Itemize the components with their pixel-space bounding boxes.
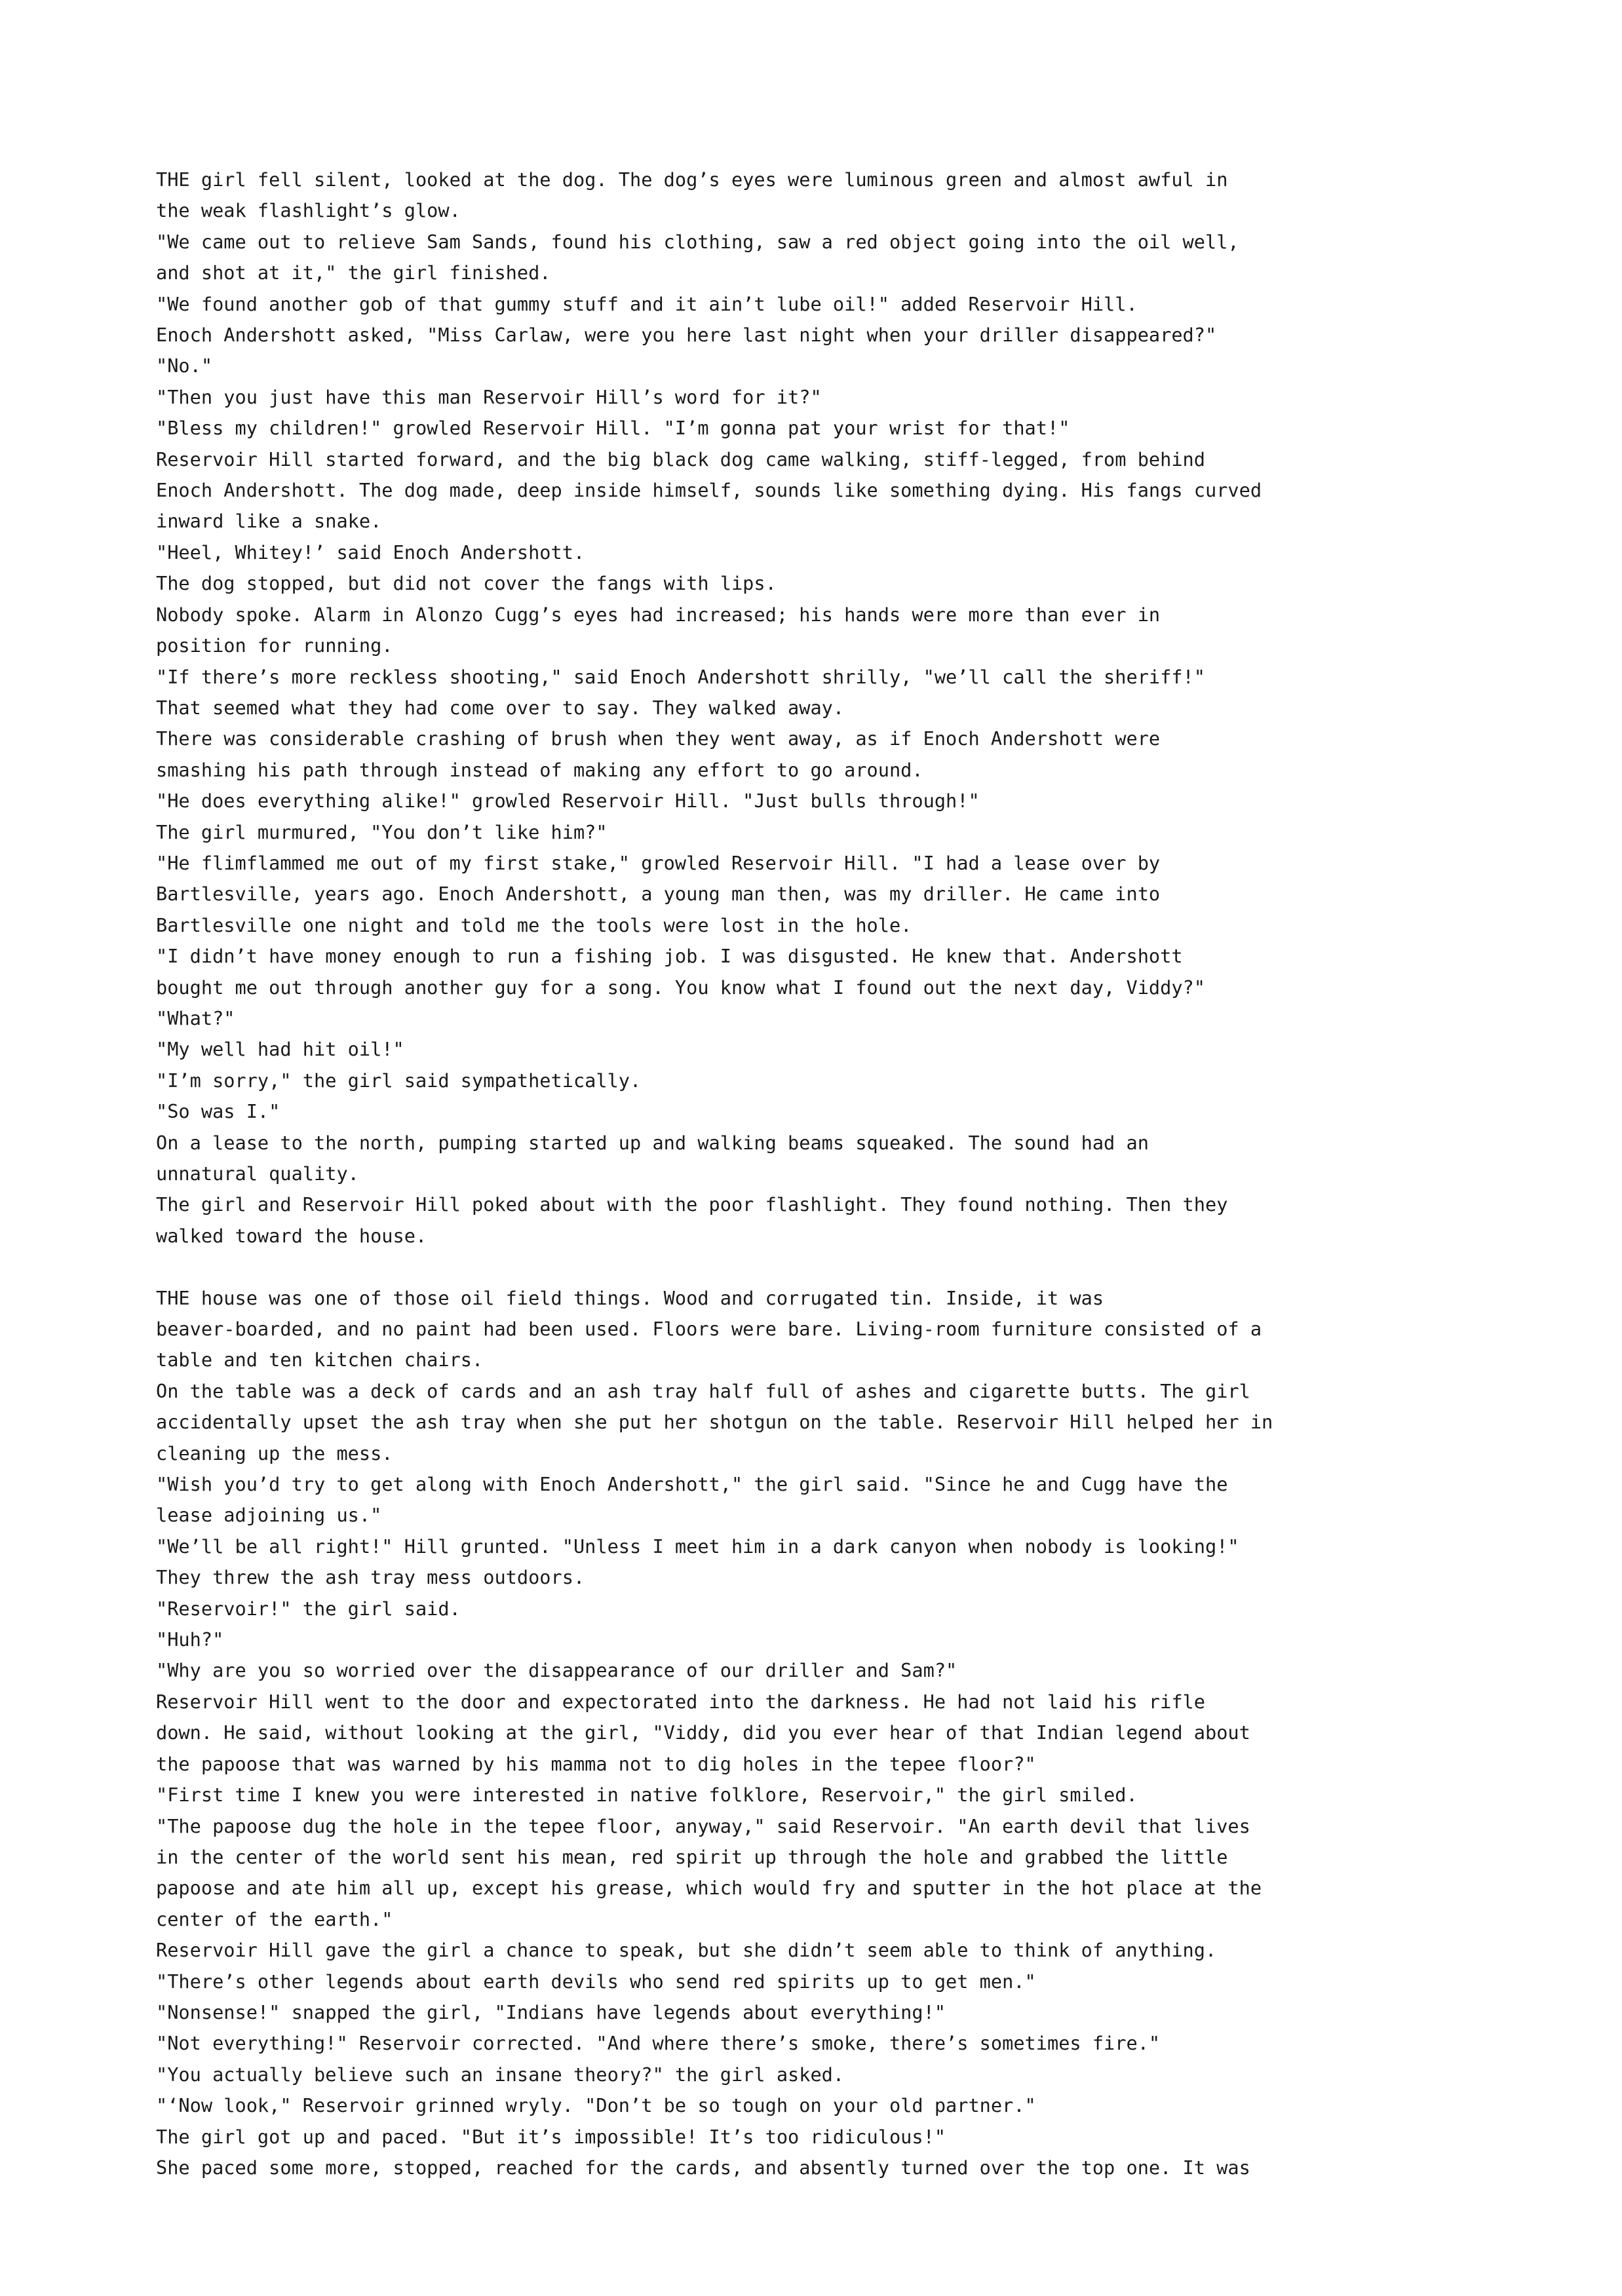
text-line: "He does everything alike!" growled Reservoir Hill. "Just bulls through!" bbox=[156, 790, 980, 813]
text-line: "First time I knew you were interested in native folklore, Reservoir," the girl smiled. bbox=[156, 1784, 1138, 1807]
text-line: "We found another gob of that gummy stuff and it ain’t lube oil!" added Reservoir Hill. bbox=[156, 292, 1138, 315]
text-line: accidentally upset the ash tray when she put her shotgun on the table. Reservoir Hill helped her in bbox=[156, 1411, 1273, 1434]
text-line: On a lease to the north, pumping started up and walking beams squeaked. The sound had an bbox=[156, 1131, 1149, 1154]
text-line: The girl and Reservoir Hill poked about with the poor flashlight. They found nothing. Then they bbox=[156, 1193, 1228, 1216]
text-line: center of the earth." bbox=[156, 1907, 393, 1930]
text-line: "Not everything!" Reservoir corrected. "And where there’s smoke, there’s sometimes fire." bbox=[156, 2032, 1161, 2055]
text-line: "If there’s more reckless shooting," said Enoch Andershott shrilly, "we’ll call the sheriff!" bbox=[156, 665, 1205, 688]
text-line: "Then you just have this man Reservoir Hill’s word for it?" bbox=[156, 385, 822, 408]
text-line: Enoch Andershott asked, "Miss Carlaw, were you here last night when your driller disappeared?" bbox=[156, 324, 1217, 347]
text-line: lease adjoining us." bbox=[156, 1504, 382, 1527]
text-line: "I’m sorry," the girl said sympathetically. bbox=[156, 1069, 642, 1092]
text-line: "So was I." bbox=[156, 1100, 280, 1123]
text-line: Reservoir Hill started forward, and the big black dog came walking, stiff-legged, from behind bbox=[156, 448, 1205, 470]
text-line: THE girl fell silent, looked at the dog. The dog’s eyes were luminous green and almost awful in bbox=[156, 168, 1228, 191]
text-line: down. He said, without looking at the girl, "Viddy, did you ever hear of that Indian legend about bbox=[156, 1721, 1250, 1744]
text-line: "Bless my children!" growled Reservoir Hill. "I’m gonna pat your wrist for that!" bbox=[156, 417, 1070, 440]
text-line: "I didn’t have money enough to run a fishing job. I was disgusted. He knew that. Andershott bbox=[156, 945, 1183, 968]
text-line: "You actually believe such an insane theory?" the girl asked. bbox=[156, 2063, 845, 2086]
text-line: "He flimflammed me out of my first stake," growled Reservoir Hill. "I had a lease over by bbox=[156, 851, 1161, 874]
text-line: "Heel, Whitey!’ said Enoch Andershott. bbox=[156, 541, 585, 564]
document-page bbox=[156, 164, 1473, 2183]
text-line: The girl got up and paced. "But it’s impossible! It’s too ridiculous!" bbox=[156, 2125, 946, 2148]
text-line: They threw the ash tray mess outdoors. bbox=[156, 1566, 585, 1589]
text-line: position for running. bbox=[156, 634, 393, 657]
blank-line bbox=[156, 1252, 1473, 1282]
text-line: Bartlesville one night and told me the tools were lost in the hole. bbox=[156, 913, 912, 936]
text-line: inward like a snake. bbox=[156, 510, 382, 533]
text-line: papoose and ate him all up, except his grease, which would fry and sputter in the hot place at the bbox=[156, 1877, 1262, 1900]
text-line: Nobody spoke. Alarm in Alonzo Cugg’s eyes had increased; his hands were more than ever in bbox=[156, 603, 1161, 626]
text-line: "Wish you’d try to get along with Enoch Andershott," the girl said. "Since he and Cugg have the bbox=[156, 1473, 1228, 1496]
text-line: beaver-boarded, and no paint had been used. Floors were bare. Living-room furniture consisted of a bbox=[156, 1318, 1262, 1341]
text-line: "Nonsense!" snapped the girl, "Indians have legends about everything!" bbox=[156, 2000, 946, 2023]
text-line: The dog stopped, but did not cover the fangs with lips. bbox=[156, 572, 777, 595]
text-line: On the table was a deck of cards and an ash tray half full of ashes and cigarette butts. The girl bbox=[156, 1379, 1250, 1402]
text-line: The girl murmured, "You don’t like him?" bbox=[156, 820, 608, 843]
text-line: She paced some more, stopped, reached for the cards, and absently turned over the top one. It was bbox=[156, 2156, 1250, 2179]
text-line: Reservoir Hill went to the door and expectorated into the darkness. He had not laid his rifle bbox=[156, 1690, 1205, 1713]
text-line: "The papoose dug the hole in the tepee floor, anyway," said Reservoir. "An earth devil that lives bbox=[156, 1814, 1250, 1837]
text-line: THE house was one of those oil field things. Wood and corrugated tin. Inside, it was bbox=[156, 1286, 1104, 1309]
text-line: "We’ll be all right!" Hill grunted. "Unless I meet him in a dark canyon when nobody is looking!" bbox=[156, 1535, 1239, 1558]
text-line: "There’s other legends about earth devils who send red spirits up to get men." bbox=[156, 1970, 1036, 1993]
text-line: "‘Now look," Reservoir grinned wryly. "Don’t be so tough on your old partner." bbox=[156, 2094, 1036, 2117]
text-line: table and ten kitchen chairs. bbox=[156, 1349, 484, 1371]
text-line: cleaning up the mess. bbox=[156, 1442, 393, 1464]
text-line: the papoose that was warned by his mamma not to dig holes in the tepee floor?" bbox=[156, 1752, 1036, 1775]
text-line: Bartlesville, years ago. Enoch Andershott, a young man then, was my driller. He came into bbox=[156, 883, 1161, 906]
text-line: and shot at it," the girl finished. bbox=[156, 261, 551, 284]
text-line: That seemed what they had come over to say. They walked away. bbox=[156, 696, 845, 719]
text-line: "No." bbox=[156, 354, 213, 377]
text-line: Reservoir Hill gave the girl a chance to speak, but she didn’t seem able to think of anything. bbox=[156, 1939, 1217, 1962]
text-line: "What?" bbox=[156, 1006, 235, 1029]
text-line: in the center of the world sent his mean, red spirit up through the hole and grabbed the little bbox=[156, 1845, 1228, 1868]
text-line: There was considerable crashing of brush when they went away, as if Enoch Andershott were bbox=[156, 727, 1161, 750]
text-line: "Why are you so worried over the disappearance of our driller and Sam?" bbox=[156, 1659, 957, 1682]
text-line: "We came out to relieve Sam Sands, found his clothing, saw a red object going into the oil well, bbox=[156, 230, 1239, 253]
text-line: smashing his path through instead of making any effort to go around. bbox=[156, 758, 923, 781]
text-line: bought me out through another guy for a song. You know what I found out the next day, Viddy?" bbox=[156, 976, 1205, 999]
text-line: walked toward the house. bbox=[156, 1224, 427, 1247]
text-line: "Huh?" bbox=[156, 1628, 224, 1651]
text-line: the weak flashlight’s glow. bbox=[156, 199, 461, 222]
text-line: "Reservoir!" the girl said. bbox=[156, 1597, 461, 1620]
text-line: unnatural quality. bbox=[156, 1162, 359, 1185]
text-line: Enoch Andershott. The dog made, deep inside himself, sounds like something dying. His fangs curved bbox=[156, 479, 1262, 502]
text-line: "My well had hit oil!" bbox=[156, 1038, 404, 1061]
